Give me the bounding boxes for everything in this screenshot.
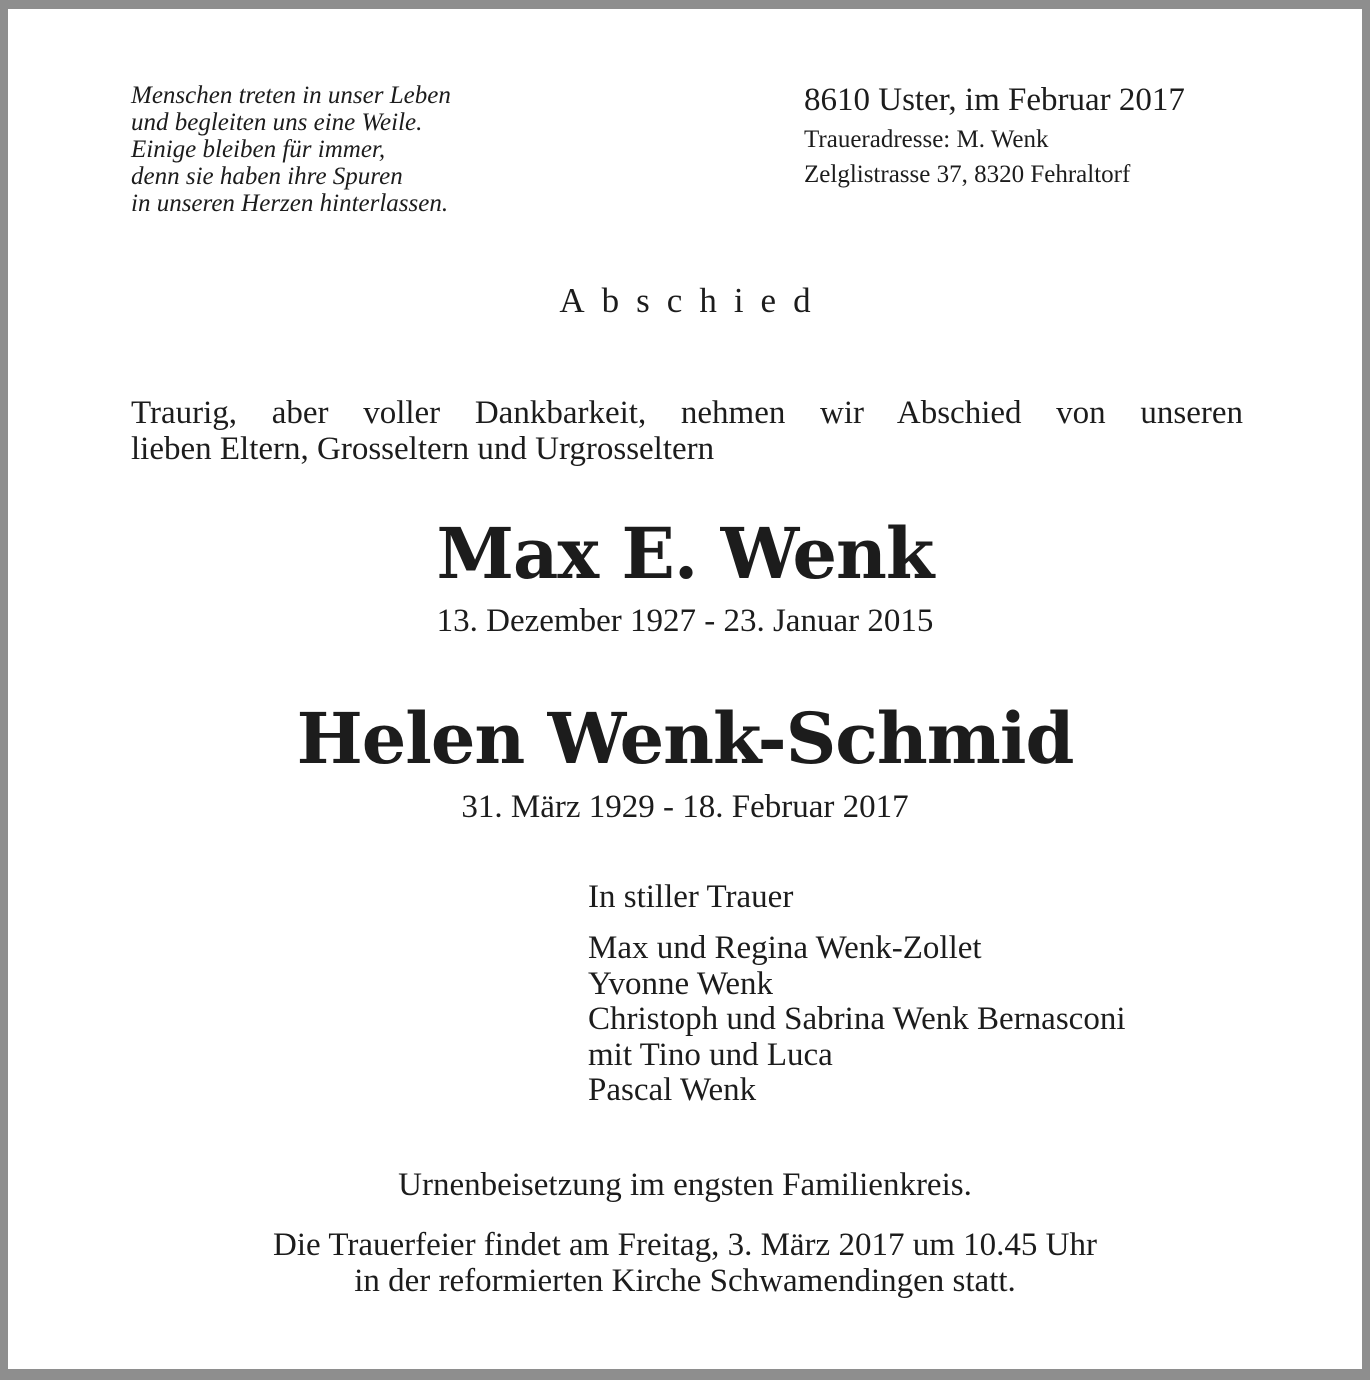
- motto-poem: [131, 82, 601, 217]
- intro-line: Traurig, aber voller Dankbarkeit, nehmen wir Abschied von unseren: [131, 395, 1243, 431]
- intro-text: [131, 395, 1243, 467]
- motto-line: Einige bleiben für immer,: [131, 136, 386, 163]
- mourner-entry: Yvonne Wenk: [588, 965, 773, 1002]
- mourning-address: [804, 122, 1274, 192]
- ceremony-note: [8, 1227, 1362, 1299]
- address-line: Zelglistrasse 37, 8320 Fehraltorf: [804, 161, 1131, 188]
- place-and-date: 8610 Uster, im Februar 2017: [804, 82, 1185, 118]
- intro-line: lieben Eltern, Grosseltern und Urgrosseltern: [131, 431, 715, 467]
- burial-note: Urnenbeisetzung im engsten Familienkreis.: [398, 1167, 972, 1203]
- mourning-title: In stiller Trauer: [588, 879, 794, 915]
- motto-line: und begleiten uns eine Weile.: [131, 109, 423, 136]
- address-line: Traueradresse: M. Wenk: [804, 126, 1049, 153]
- deceased-name: Max E. Wenk: [436, 512, 934, 595]
- mourner-entry: Max und Regina Wenk-Zollet: [588, 930, 982, 966]
- mourners-list: [588, 931, 1268, 1109]
- deceased-name: Helen Wenk-Schmid: [296, 697, 1074, 780]
- farewell-heading: Abschied: [559, 281, 828, 320]
- ceremony-line: Die Trauerfeier findet am Freitag, 3. März 2017 um 10.45 Uhr: [273, 1227, 1097, 1263]
- motto-line: Menschen treten in unser Leben: [131, 82, 451, 109]
- mourner-entry: mit Tino und Luca: [588, 1036, 833, 1073]
- deceased-dates: 13. Dezember 1927 - 23. Januar 2015: [436, 603, 934, 639]
- ceremony-line: in der reformierten Kirche Schwamendingen statt.: [354, 1263, 1016, 1299]
- mourner-entry: Pascal Wenk: [588, 1072, 757, 1108]
- mourner-entry: Christoph und Sabrina Wenk Bernasconi: [588, 1001, 1126, 1037]
- motto-line: denn sie haben ihre Spuren: [131, 163, 403, 190]
- deceased-dates: 31. März 1929 - 18. Februar 2017: [461, 789, 909, 825]
- motto-line: in unseren Herzen hinterlassen.: [131, 190, 449, 217]
